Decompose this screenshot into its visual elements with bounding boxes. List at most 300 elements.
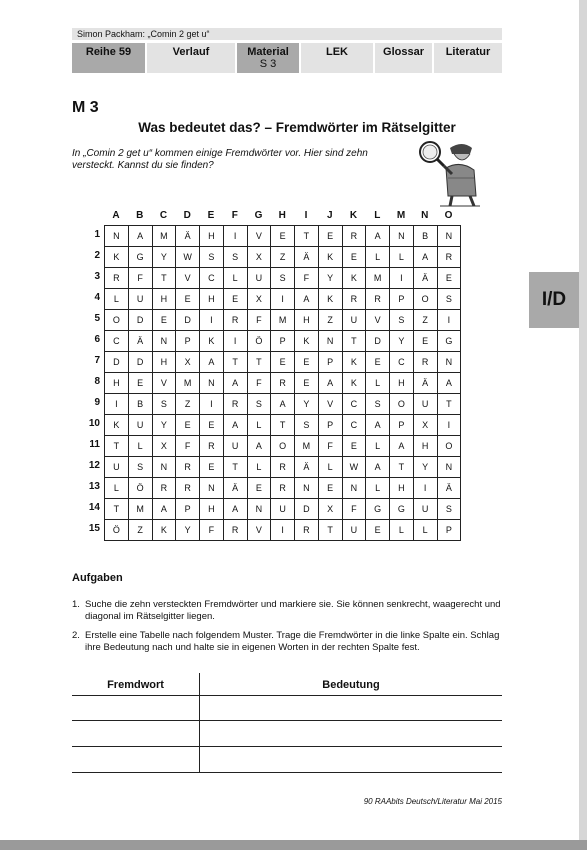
grid-cell: F bbox=[176, 436, 200, 457]
task-text: Suche die zehn versteckten Fremdwörter und markiere sie. Sie können senkrecht, waagerecht und diagonal im Rätselgitter liegen. bbox=[85, 599, 501, 622]
table-header-fremdwort: Fremdwort bbox=[107, 679, 164, 691]
grid-cell: L bbox=[366, 436, 390, 457]
grid-cell: Y bbox=[176, 520, 200, 541]
grid-cell: G bbox=[437, 331, 461, 352]
grid-cell: Z bbox=[271, 247, 295, 268]
grid-cell: A bbox=[390, 436, 414, 457]
grid-cell: N bbox=[200, 373, 224, 394]
grid-cell: S bbox=[295, 415, 319, 436]
grid-cell: Z bbox=[176, 394, 200, 415]
grid-cell: R bbox=[223, 394, 247, 415]
row-header: 11 bbox=[89, 439, 100, 450]
grid-cell: E bbox=[200, 415, 224, 436]
grid-row bbox=[105, 352, 461, 373]
nav-tab bbox=[237, 43, 299, 73]
grid-cell: I bbox=[437, 310, 461, 331]
grid-cell: H bbox=[152, 289, 176, 310]
grid-cell: A bbox=[366, 226, 390, 247]
grid-cell: E bbox=[295, 373, 319, 394]
grid-cell: D bbox=[128, 310, 152, 331]
grid-cell: P bbox=[318, 415, 342, 436]
grid-cell: L bbox=[128, 436, 152, 457]
grid-cell: Ä bbox=[295, 457, 319, 478]
grid-cell: N bbox=[390, 226, 414, 247]
row-header: 8 bbox=[94, 376, 100, 387]
grid-cell: R bbox=[223, 310, 247, 331]
grid-cell: I bbox=[200, 310, 224, 331]
grid-row bbox=[105, 289, 461, 310]
column-header: K bbox=[349, 210, 358, 221]
table-rule bbox=[72, 746, 502, 747]
grid-cell: Ä bbox=[413, 373, 437, 394]
grid-cell: N bbox=[437, 457, 461, 478]
grid-cell: D bbox=[105, 352, 129, 373]
grid-cell: Z bbox=[413, 310, 437, 331]
grid-cell: N bbox=[318, 331, 342, 352]
grid-row bbox=[105, 499, 461, 520]
grid-cell: K bbox=[342, 352, 366, 373]
grid-cell: D bbox=[128, 352, 152, 373]
grid-cell: R bbox=[437, 247, 461, 268]
grid-cell: N bbox=[247, 499, 271, 520]
grid-cell: A bbox=[366, 415, 390, 436]
grid-cell: V bbox=[176, 268, 200, 289]
grid-cell: H bbox=[295, 310, 319, 331]
grid-cell: H bbox=[200, 289, 224, 310]
grid-cell: W bbox=[342, 457, 366, 478]
grid-cell: R bbox=[223, 520, 247, 541]
grid-cell: I bbox=[200, 394, 224, 415]
grid-cell: I bbox=[223, 331, 247, 352]
header-bar bbox=[72, 28, 502, 40]
grid-cell: R bbox=[271, 373, 295, 394]
grid-cell: M bbox=[128, 499, 152, 520]
grid-cell: N bbox=[342, 478, 366, 499]
grid-cell: I bbox=[271, 289, 295, 310]
row-header: 1 bbox=[94, 229, 100, 240]
grid-cell: S bbox=[128, 457, 152, 478]
grid-cell: L bbox=[413, 520, 437, 541]
grid-cell: F bbox=[200, 520, 224, 541]
grid-cell: V bbox=[366, 310, 390, 331]
grid-cell: V bbox=[247, 226, 271, 247]
detective-illustration bbox=[410, 138, 485, 208]
grid-cell: U bbox=[342, 310, 366, 331]
grid-cell: S bbox=[390, 310, 414, 331]
grid-cell: T bbox=[318, 520, 342, 541]
grid-cell: F bbox=[342, 499, 366, 520]
grid-cell: A bbox=[366, 457, 390, 478]
nav-tab bbox=[375, 43, 432, 73]
grid-cell: N bbox=[152, 331, 176, 352]
grid-cell: Ä bbox=[176, 226, 200, 247]
grid-cell: K bbox=[200, 331, 224, 352]
grid-cell: E bbox=[128, 373, 152, 394]
grid-cell: S bbox=[152, 394, 176, 415]
grid-cell: L bbox=[105, 478, 129, 499]
nav-tab-label: LEK bbox=[326, 46, 348, 58]
grid-cell: T bbox=[105, 499, 129, 520]
grid-row bbox=[105, 436, 461, 457]
grid-cell: S bbox=[271, 268, 295, 289]
grid-cell: O bbox=[437, 436, 461, 457]
grid-cell: I bbox=[413, 478, 437, 499]
grid-cell: Z bbox=[318, 310, 342, 331]
author-line: Simon Packham: „Comin 2 get u“ bbox=[77, 29, 210, 39]
grid-cell: L bbox=[247, 457, 271, 478]
grid-cell: H bbox=[200, 499, 224, 520]
grid-cell: A bbox=[200, 352, 224, 373]
nav-tab-label: Material bbox=[247, 46, 289, 58]
column-header: D bbox=[183, 210, 191, 221]
grid-row bbox=[105, 247, 461, 268]
grid-cell: K bbox=[152, 520, 176, 541]
row-header: 6 bbox=[94, 334, 100, 345]
grid-cell: X bbox=[176, 352, 200, 373]
grid-cell: U bbox=[128, 415, 152, 436]
grid-cell: U bbox=[342, 520, 366, 541]
grid-cell: C bbox=[105, 331, 129, 352]
grid-cell: K bbox=[105, 247, 129, 268]
grid-cell: U bbox=[247, 268, 271, 289]
grid-cell: P bbox=[176, 331, 200, 352]
page-title: Was bedeutet das? – Fremdwörter im Rätselgitter bbox=[138, 120, 456, 135]
column-header: B bbox=[136, 210, 144, 221]
grid-cell: M bbox=[176, 373, 200, 394]
grid-row bbox=[105, 394, 461, 415]
grid-cell: E bbox=[366, 352, 390, 373]
column-header: H bbox=[278, 210, 286, 221]
grid-cell: A bbox=[413, 247, 437, 268]
grid-cell: M bbox=[295, 436, 319, 457]
grid-cell: Y bbox=[318, 268, 342, 289]
grid-cell: E bbox=[413, 331, 437, 352]
word-search-grid bbox=[104, 225, 461, 541]
grid-cell: L bbox=[366, 373, 390, 394]
grid-cell: L bbox=[223, 268, 247, 289]
grid-cell: E bbox=[271, 226, 295, 247]
grid-cell: U bbox=[128, 289, 152, 310]
grid-cell: O bbox=[105, 310, 129, 331]
footer-text: 90 RAAbits Deutsch/Literatur Mai 2015 bbox=[363, 797, 502, 806]
grid-cell: K bbox=[105, 415, 129, 436]
nav-tab bbox=[147, 43, 235, 73]
grid-cell: H bbox=[390, 478, 414, 499]
grid-cell: Y bbox=[390, 331, 414, 352]
nav-tab-label: Verlauf bbox=[172, 46, 210, 58]
grid-cell: R bbox=[271, 457, 295, 478]
grid-cell: S bbox=[366, 394, 390, 415]
grid-cell: R bbox=[176, 457, 200, 478]
grid-cell: Y bbox=[152, 247, 176, 268]
grid-cell: N bbox=[437, 352, 461, 373]
grid-cell: G bbox=[390, 499, 414, 520]
nav-tab-sublabel: S 3 bbox=[259, 58, 277, 70]
grid-cell: Y bbox=[295, 394, 319, 415]
grid-cell: Ä bbox=[128, 331, 152, 352]
nav-tab-label: Literatur bbox=[445, 46, 491, 58]
grid-cell: E bbox=[295, 352, 319, 373]
grid-cell: H bbox=[152, 352, 176, 373]
grid-cell: C bbox=[200, 268, 224, 289]
grid-cell: R bbox=[342, 226, 366, 247]
column-header: M bbox=[396, 210, 406, 221]
task-item bbox=[72, 599, 504, 623]
grid-cell: N bbox=[152, 457, 176, 478]
grid-cell: S bbox=[247, 394, 271, 415]
row-header: 2 bbox=[94, 250, 100, 261]
grid-row bbox=[105, 415, 461, 436]
row-header: 3 bbox=[94, 271, 100, 282]
grid-cell: S bbox=[200, 247, 224, 268]
grid-row bbox=[105, 373, 461, 394]
grid-cell: F bbox=[247, 373, 271, 394]
grid-cell: Ä bbox=[295, 247, 319, 268]
nav-tab-label: Glossar bbox=[383, 46, 424, 58]
task-number: 1. bbox=[72, 599, 80, 610]
grid-cell: G bbox=[128, 247, 152, 268]
grid-cell: N bbox=[295, 478, 319, 499]
grid-cell: K bbox=[295, 331, 319, 352]
task-text: Erstelle eine Tabelle nach folgendem Muster. Trage die Fremdwörter in die linke Spalte ein. Schlag ihre Bedeutung nach und halte sie in eigenen Worten in der rechten Spalte fest. bbox=[85, 630, 500, 653]
task-item bbox=[72, 630, 504, 654]
row-header: 5 bbox=[94, 313, 100, 324]
grid-cell: E bbox=[318, 478, 342, 499]
row-header: 9 bbox=[94, 397, 100, 408]
grid-cell: L bbox=[390, 247, 414, 268]
grid-cell: P bbox=[437, 520, 461, 541]
grid-cell: Z bbox=[128, 520, 152, 541]
grid-cell: A bbox=[223, 373, 247, 394]
grid-cell: A bbox=[128, 226, 152, 247]
page-edge-right bbox=[579, 0, 587, 850]
grid-cell: A bbox=[318, 373, 342, 394]
row-header: 13 bbox=[88, 481, 100, 492]
table-rule bbox=[72, 720, 502, 721]
grid-cell: Ö bbox=[247, 331, 271, 352]
page-edge-bottom bbox=[0, 840, 587, 850]
grid-cell: I bbox=[223, 226, 247, 247]
grid-cell: U bbox=[223, 436, 247, 457]
grid-cell: X bbox=[318, 499, 342, 520]
grid-cell: Ö bbox=[128, 478, 152, 499]
grid-cell: P bbox=[390, 289, 414, 310]
grid-cell: I bbox=[105, 394, 129, 415]
grid-cell: A bbox=[247, 436, 271, 457]
grid-cell: Y bbox=[413, 457, 437, 478]
grid-cell: R bbox=[176, 478, 200, 499]
grid-cell: F bbox=[247, 310, 271, 331]
grid-cell: R bbox=[271, 478, 295, 499]
column-header: A bbox=[112, 210, 120, 221]
grid-cell: A bbox=[223, 499, 247, 520]
nav-tab bbox=[72, 43, 145, 73]
grid-cell: U bbox=[413, 394, 437, 415]
grid-cell: K bbox=[318, 247, 342, 268]
grid-cell: L bbox=[318, 457, 342, 478]
grid-cell: V bbox=[247, 520, 271, 541]
grid-cell: M bbox=[152, 226, 176, 247]
grid-cell: E bbox=[223, 289, 247, 310]
grid-cell: E bbox=[342, 436, 366, 457]
grid-cell: U bbox=[271, 499, 295, 520]
grid-cell: E bbox=[176, 289, 200, 310]
tasks-heading: Aufgaben bbox=[72, 572, 123, 584]
grid-cell: Ö bbox=[105, 520, 129, 541]
grid-cell: U bbox=[413, 499, 437, 520]
grid-cell: P bbox=[390, 415, 414, 436]
grid-row bbox=[105, 478, 461, 499]
grid-cell: C bbox=[342, 415, 366, 436]
grid-cell: A bbox=[223, 415, 247, 436]
grid-cell: K bbox=[318, 289, 342, 310]
grid-cell: E bbox=[271, 352, 295, 373]
grid-cell: I bbox=[271, 520, 295, 541]
grid-cell: V bbox=[152, 373, 176, 394]
row-header: 4 bbox=[94, 292, 100, 303]
grid-cell: N bbox=[105, 226, 129, 247]
grid-cell: E bbox=[318, 226, 342, 247]
grid-cell: V bbox=[318, 394, 342, 415]
grid-cell: M bbox=[271, 310, 295, 331]
grid-cell: U bbox=[105, 457, 129, 478]
grid-cell: Ä bbox=[437, 478, 461, 499]
grid-cell: O bbox=[390, 394, 414, 415]
table-rule bbox=[72, 772, 502, 773]
grid-cell: B bbox=[128, 394, 152, 415]
grid-cell: S bbox=[437, 289, 461, 310]
grid-cell: R bbox=[152, 478, 176, 499]
grid-cell: E bbox=[247, 478, 271, 499]
grid-cell: F bbox=[295, 268, 319, 289]
task-number: 2. bbox=[72, 630, 80, 641]
grid-cell: L bbox=[366, 478, 390, 499]
row-header: 14 bbox=[88, 502, 100, 513]
material-label: M 3 bbox=[72, 99, 99, 116]
table-header-bedeutung: Bedeutung bbox=[322, 679, 380, 691]
grid-cell: H bbox=[390, 373, 414, 394]
grid-cell: H bbox=[105, 373, 129, 394]
grid-cell: G bbox=[366, 499, 390, 520]
grid-cell: I bbox=[437, 415, 461, 436]
grid-cell: R bbox=[413, 352, 437, 373]
grid-row bbox=[105, 268, 461, 289]
grid-cell: X bbox=[152, 436, 176, 457]
grid-cell: E bbox=[366, 520, 390, 541]
grid-cell: Y bbox=[152, 415, 176, 436]
grid-cell: I bbox=[390, 268, 414, 289]
grid-cell: L bbox=[247, 415, 271, 436]
grid-cell: R bbox=[200, 436, 224, 457]
column-header: I bbox=[304, 210, 308, 221]
grid-cell: P bbox=[176, 499, 200, 520]
grid-cell: O bbox=[271, 436, 295, 457]
grid-cell: X bbox=[247, 247, 271, 268]
grid-row bbox=[105, 310, 461, 331]
column-header: F bbox=[231, 210, 238, 221]
grid-cell: E bbox=[176, 415, 200, 436]
table-divider bbox=[199, 673, 200, 773]
grid-cell: M bbox=[366, 268, 390, 289]
column-header: C bbox=[159, 210, 168, 221]
grid-cell: L bbox=[105, 289, 129, 310]
column-header: O bbox=[444, 210, 453, 221]
grid-cell: W bbox=[176, 247, 200, 268]
grid-cell: T bbox=[223, 352, 247, 373]
grid-cell: K bbox=[342, 373, 366, 394]
grid-cell: A bbox=[271, 394, 295, 415]
grid-cell: L bbox=[366, 247, 390, 268]
grid-cell: T bbox=[342, 331, 366, 352]
grid-cell: X bbox=[247, 289, 271, 310]
grid-cell: A bbox=[152, 499, 176, 520]
row-header: 15 bbox=[88, 523, 100, 534]
grid-cell: T bbox=[271, 415, 295, 436]
grid-cell: S bbox=[223, 247, 247, 268]
grid-cell: E bbox=[342, 247, 366, 268]
grid-cell: K bbox=[342, 268, 366, 289]
grid-cell: E bbox=[152, 310, 176, 331]
grid-cell: O bbox=[413, 289, 437, 310]
grid-cell: R bbox=[105, 268, 129, 289]
row-header: 12 bbox=[88, 460, 100, 471]
grid-cell: D bbox=[176, 310, 200, 331]
intro-text: In „Comin 2 get u“ kommen einige Fremdwörter vor. Hier sind zehn versteckt. Kannst du sie finden? bbox=[72, 148, 368, 171]
column-header: L bbox=[374, 210, 381, 221]
grid-cell: E bbox=[200, 457, 224, 478]
grid-cell: T bbox=[295, 226, 319, 247]
column-header: G bbox=[254, 210, 263, 221]
grid-cell: T bbox=[390, 457, 414, 478]
grid-cell: S bbox=[437, 499, 461, 520]
nav-tab-label: Reihe 59 bbox=[85, 46, 132, 58]
grid-cell: B bbox=[413, 226, 437, 247]
grid-cell: R bbox=[342, 289, 366, 310]
grid-cell: D bbox=[295, 499, 319, 520]
grid-cell: H bbox=[413, 436, 437, 457]
grid-cell: L bbox=[390, 520, 414, 541]
grid-cell: E bbox=[437, 268, 461, 289]
grid-cell: F bbox=[318, 436, 342, 457]
row-header: 7 bbox=[94, 355, 100, 366]
grid-row bbox=[105, 457, 461, 478]
nav-tab bbox=[434, 43, 502, 73]
grid-cell: X bbox=[413, 415, 437, 436]
row-header: 10 bbox=[88, 418, 100, 429]
table-rule bbox=[72, 695, 502, 696]
grid-cell: Ä bbox=[223, 478, 247, 499]
grid-row bbox=[105, 226, 461, 247]
grid-cell: N bbox=[437, 226, 461, 247]
grid-row bbox=[105, 331, 461, 352]
grid-cell: Ä bbox=[413, 268, 437, 289]
grid-cell: N bbox=[200, 478, 224, 499]
grid-cell: T bbox=[223, 457, 247, 478]
grid-cell: T bbox=[152, 268, 176, 289]
grid-cell: C bbox=[342, 394, 366, 415]
grid-row bbox=[105, 520, 461, 541]
grid-cell: A bbox=[437, 373, 461, 394]
grid-cell: D bbox=[366, 331, 390, 352]
grid-cell: T bbox=[247, 352, 271, 373]
grid-cell: P bbox=[318, 352, 342, 373]
column-header: E bbox=[207, 210, 215, 221]
grid-cell: F bbox=[128, 268, 152, 289]
grid-cell: T bbox=[105, 436, 129, 457]
nav-tab bbox=[301, 43, 373, 73]
side-tab: I/D bbox=[529, 272, 579, 328]
grid-cell: R bbox=[366, 289, 390, 310]
